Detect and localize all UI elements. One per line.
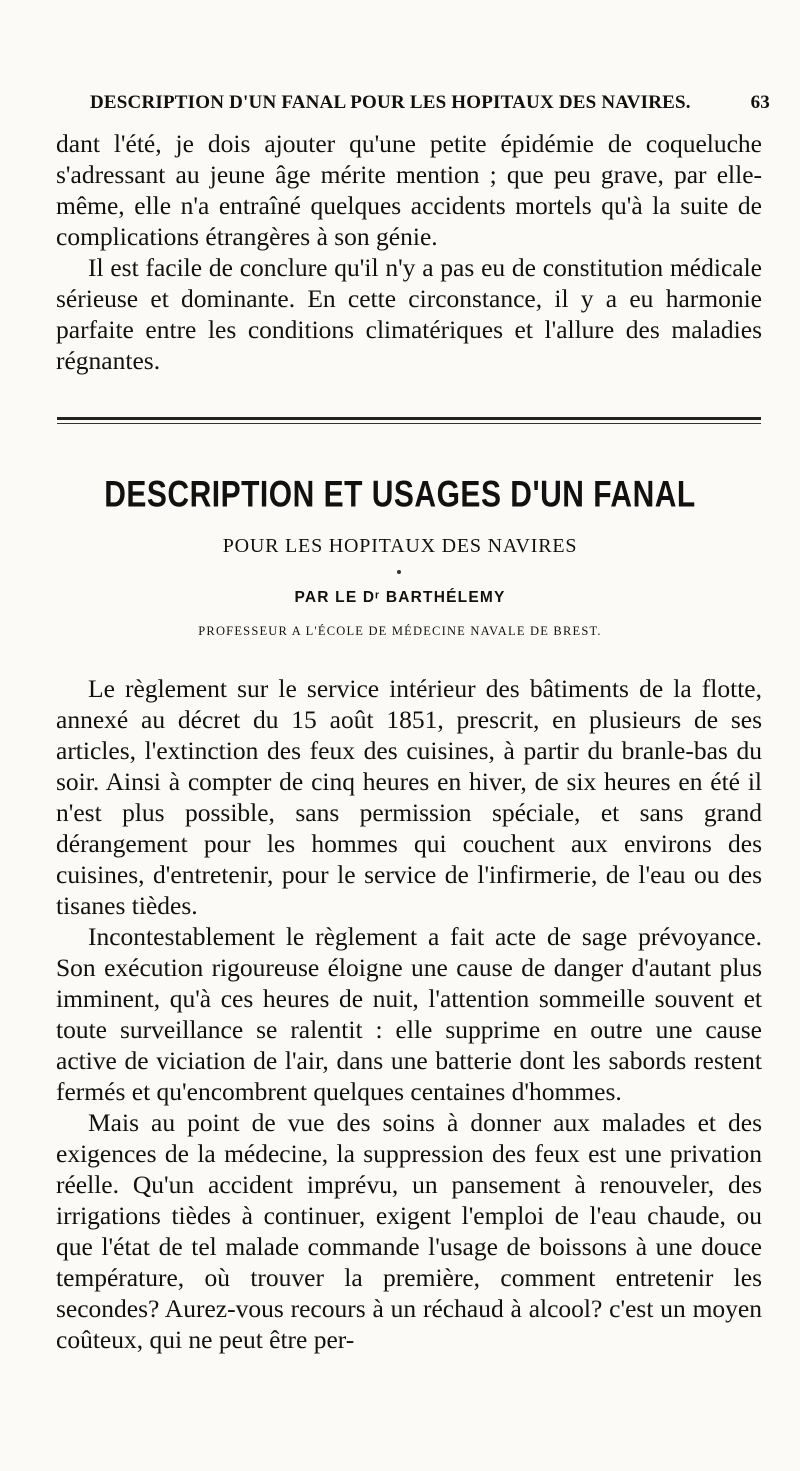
ornament-dot (397, 570, 401, 574)
article-author: PAR LE Dʳ BARTHÉLEMY (294, 589, 506, 606)
article-body (56, 673, 762, 1355)
intro-text (56, 128, 762, 376)
section-divider-thin (57, 423, 761, 424)
author-affiliation: PROFESSEUR A L'ÉCOLE DE MÉDECINE NAVALE DE BREST. (198, 624, 602, 638)
article-subtitle: POUR LES HOPITAUX DES NAVIRES (222, 535, 578, 557)
running-title: DESCRIPTION D'UN FANAL POUR LES HOPITAUX DES NAVIRES. (90, 92, 691, 113)
intro-paragraph-1: dant l'été, je dois ajouter qu'une petite épidémie de coqueluche s'adressant au jeune âge mérite mention ; que peu grave, par elle-même, elle n'a entraîné quelques accidents mortels qu'à la suite de complications étrangères à son génie. (56, 129, 762, 251)
running-head (90, 92, 770, 114)
article-title: DESCRIPTION ET USAGES D'UN FANAL (104, 473, 696, 515)
body-paragraph-2: Incontestablement le règlement a fait acte de sage prévoyance. Son exécution rigoureuse éloigne une cause de danger d'autant plus imminent, qu'à ces heures de nuit, l'attention sommeille souvent et toute surveillance se ralentit : elle supprime en outre une cause active de viciation de l'air, dans une batterie dont les sabords restent fermés et qu'encombrent quelques centaines d'hommes. (56, 922, 762, 1106)
body-paragraph-1: Le règlement sur le service intérieur des bâtiments de la flotte, annexé au décret du 15 août 1851, prescrit, en plusieurs de ses articles, l'extinction des feux des cuisines, à partir du branle-bas du soir. Ainsi à compter de cinq heures en hiver, de six heures en été il n'est plus possible, sans permission spéciale, et sans grand dérangement pour les hommes qui couchent aux environs des cuisines, d'entretenir, pour le service de l'infirmerie, de l'eau ou des tisanes tièdes. (56, 674, 762, 920)
section-divider-thick (57, 417, 761, 420)
page-number: 63 (750, 92, 770, 113)
intro-paragraph-2: Il est facile de conclure qu'il n'y a pas eu de constitution médicale sérieuse et dominante. En cette circonstance, il y a eu harmonie parfaite entre les conditions climatériques et l'allure des maladies régnantes. (56, 253, 762, 375)
body-paragraph-3: Mais au point de vue des soins à donner aux malades et des exigences de la médecine, la suppression des feux est une privation réelle. Qu'un accident imprévu, un pansement à renouveler, des irrigations tièdes à continuer, exigent l'emploi de l'eau chaude, ou que l'état de tel malade commande l'usage de boissons à une douce température, où trouver la première, comment entretenir les secondes? Aurez-vous recours à un réchaud à alcool? c'est un moyen coûteux, qui ne peut être per- (56, 1108, 762, 1354)
